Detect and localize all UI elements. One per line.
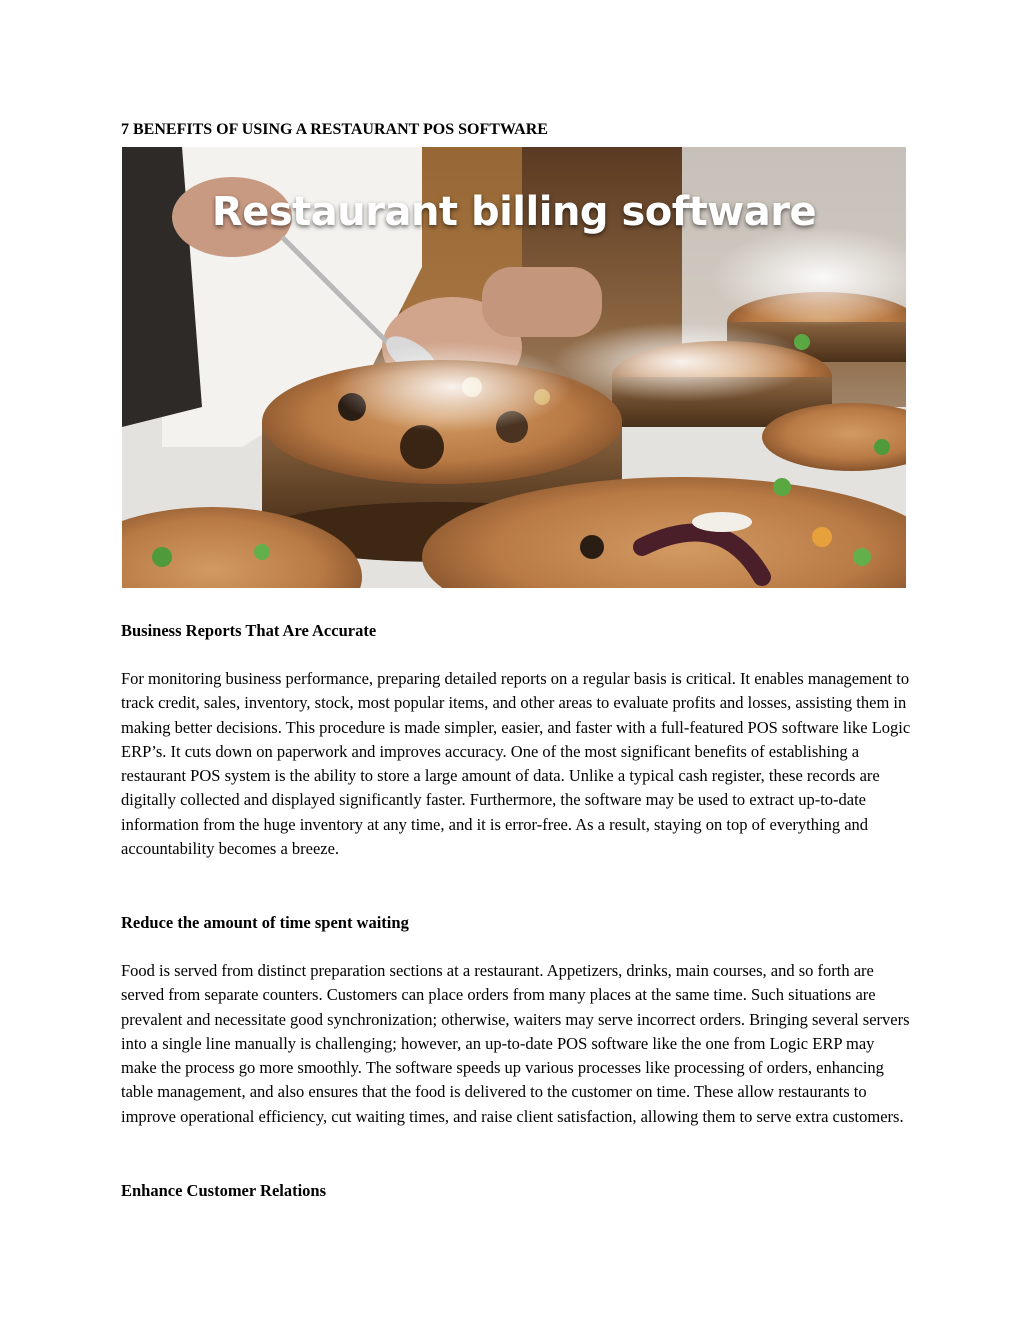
section-paragraph: For monitoring business performance, preparing detailed reports on a regular basis is critical. It enables management to track credit, sales, inventory, stock, most popular items, and other areas to evaluate profits and losses, assisting them in making better decisions. This procedure is made simpler, easier, and faster with a full-featured POS software like Logic ERP’s. It cuts down on paperwork and improves accuracy. One of the most significant benefits of establishing a restaurant POS system is the ability to store a large amount of data. Unlike a typical cash register, these records are digitally collected and displayed significantly faster. Furthermore, the software may be used to extract up-to-date information from the huge inventory at any time, and it is error-free. As a result, staying on top of everything and accountability becomes a breeze. <box>121 669 911 859</box>
section-heading: Reduce the amount of time spent waiting <box>121 913 409 932</box>
document-title: 7 BENEFITS OF USING A RESTAURANT POS SOFTWARE <box>121 121 548 138</box>
hero-image <box>122 147 906 588</box>
section-heading: Business Reports That Are Accurate <box>121 621 377 640</box>
hero-caption: Restaurant billing software <box>211 189 817 235</box>
section-heading: Enhance Customer Relations <box>121 1181 327 1200</box>
section-paragraph: Food is served from distinct preparation sections at a restaurant. Appetizers, drinks, main courses, and so forth are served from separate counters. Customers can place orders from many places at the same time. Such situations are prevalent and necessitate good synchronization; otherwise, waiters may serve incorrect orders. Bringing several servers into a single line manually is challenging; however, an up-to-date POS software like the one from Logic ERP may make the process go more smoothly. The software speeds up various processes like processing of orders, enhancing table management, and also ensures that the food is delivered to the customer on time. These allow restaurants to improve operational efficiency, cut waiting times, and raise client satisfaction, allowing them to serve extra customers. <box>121 961 910 1126</box>
